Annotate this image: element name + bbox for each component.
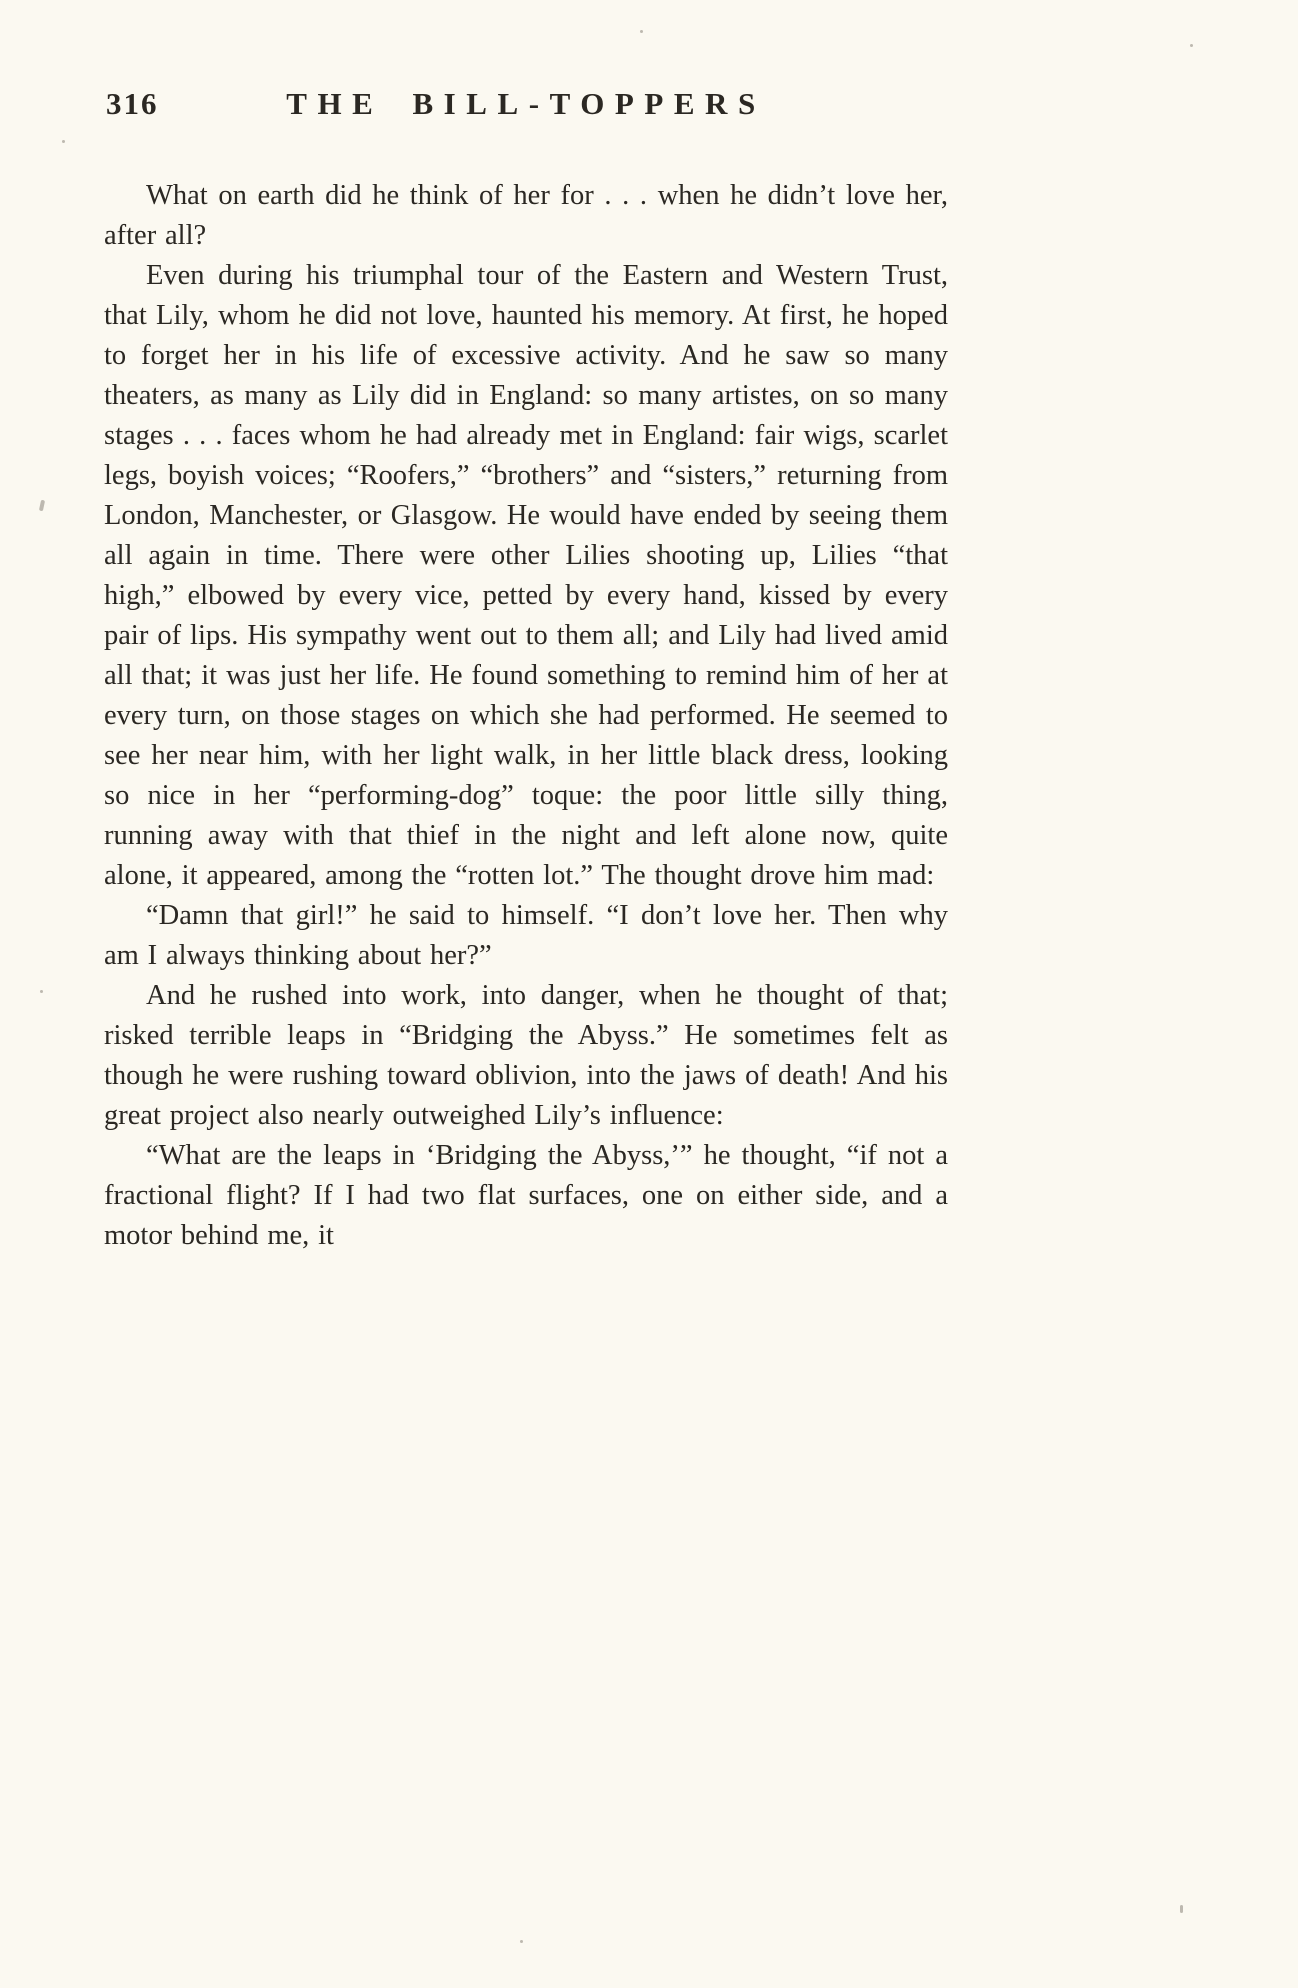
scan-speck bbox=[40, 990, 43, 993]
running-title: THE BILL-TOPPERS bbox=[286, 86, 766, 121]
paragraph-2: Even during his triumphal tour of the Eastern and Western Trust, that Lily, whom he did not love, haunted his memory. At first, he hoped to forget her in his life of excessive activity. And he saw so many theaters, as many as Lily did in England: so many artistes, on so many stages . . . faces whom he had already met in England: fair wigs, scarlet legs, boyish voices; “Roofers,” “brothers” and “sisters,” returning from London, Manchester, or Glasgow. He would have ended by seeing them all again in time. There were other Lilies shooting up, Lilies “that high,” elbowed by every vice, petted by every hand, kissed by every pair of lips. His sympathy went out to them all; and Lily had lived amid all that; it was just her life. He found something to remind him of her at every turn, on those stages on which she had performed. He seemed to see her near him, with her light walk, in her little black dress, looking so nice in her “performing-dog” toque: the poor little silly thing, running away with that thief in the night and left alone now, quite alone, it appeared, among the “rotten lot.” The thought drove him mad: bbox=[104, 260, 948, 891]
page-header bbox=[104, 86, 948, 130]
scan-speck bbox=[520, 1940, 523, 1943]
page-number: 316 bbox=[106, 86, 159, 121]
paragraph-5: “What are the leaps in ‘Bridging the Abyss,’” he thought, “if not a fractional flight? If I had two flat surfaces, one on either side, and a motor behind me, it bbox=[104, 1140, 948, 1251]
scan-speck bbox=[640, 30, 643, 33]
scan-speck bbox=[1190, 44, 1193, 47]
paragraph-4: And he rushed into work, into danger, when he thought of that; risked terrible leaps in “Bridging the Abyss.” He sometimes felt as though he were rushing toward oblivion, into the jaws of death! And his great project also nearly outweighed Lily’s influence: bbox=[104, 980, 948, 1131]
scan-speck bbox=[39, 500, 45, 512]
scan-speck bbox=[62, 140, 65, 143]
scan-speck bbox=[1180, 1905, 1183, 1913]
paragraph-3: “Damn that girl!” he said to himself. “I don’t love her. Then why am I always thinking about her?” bbox=[104, 900, 948, 971]
paragraph-1: What on earth did he think of her for . . . when he didn’t love her, after all? bbox=[104, 180, 948, 251]
text-block bbox=[104, 86, 948, 1256]
